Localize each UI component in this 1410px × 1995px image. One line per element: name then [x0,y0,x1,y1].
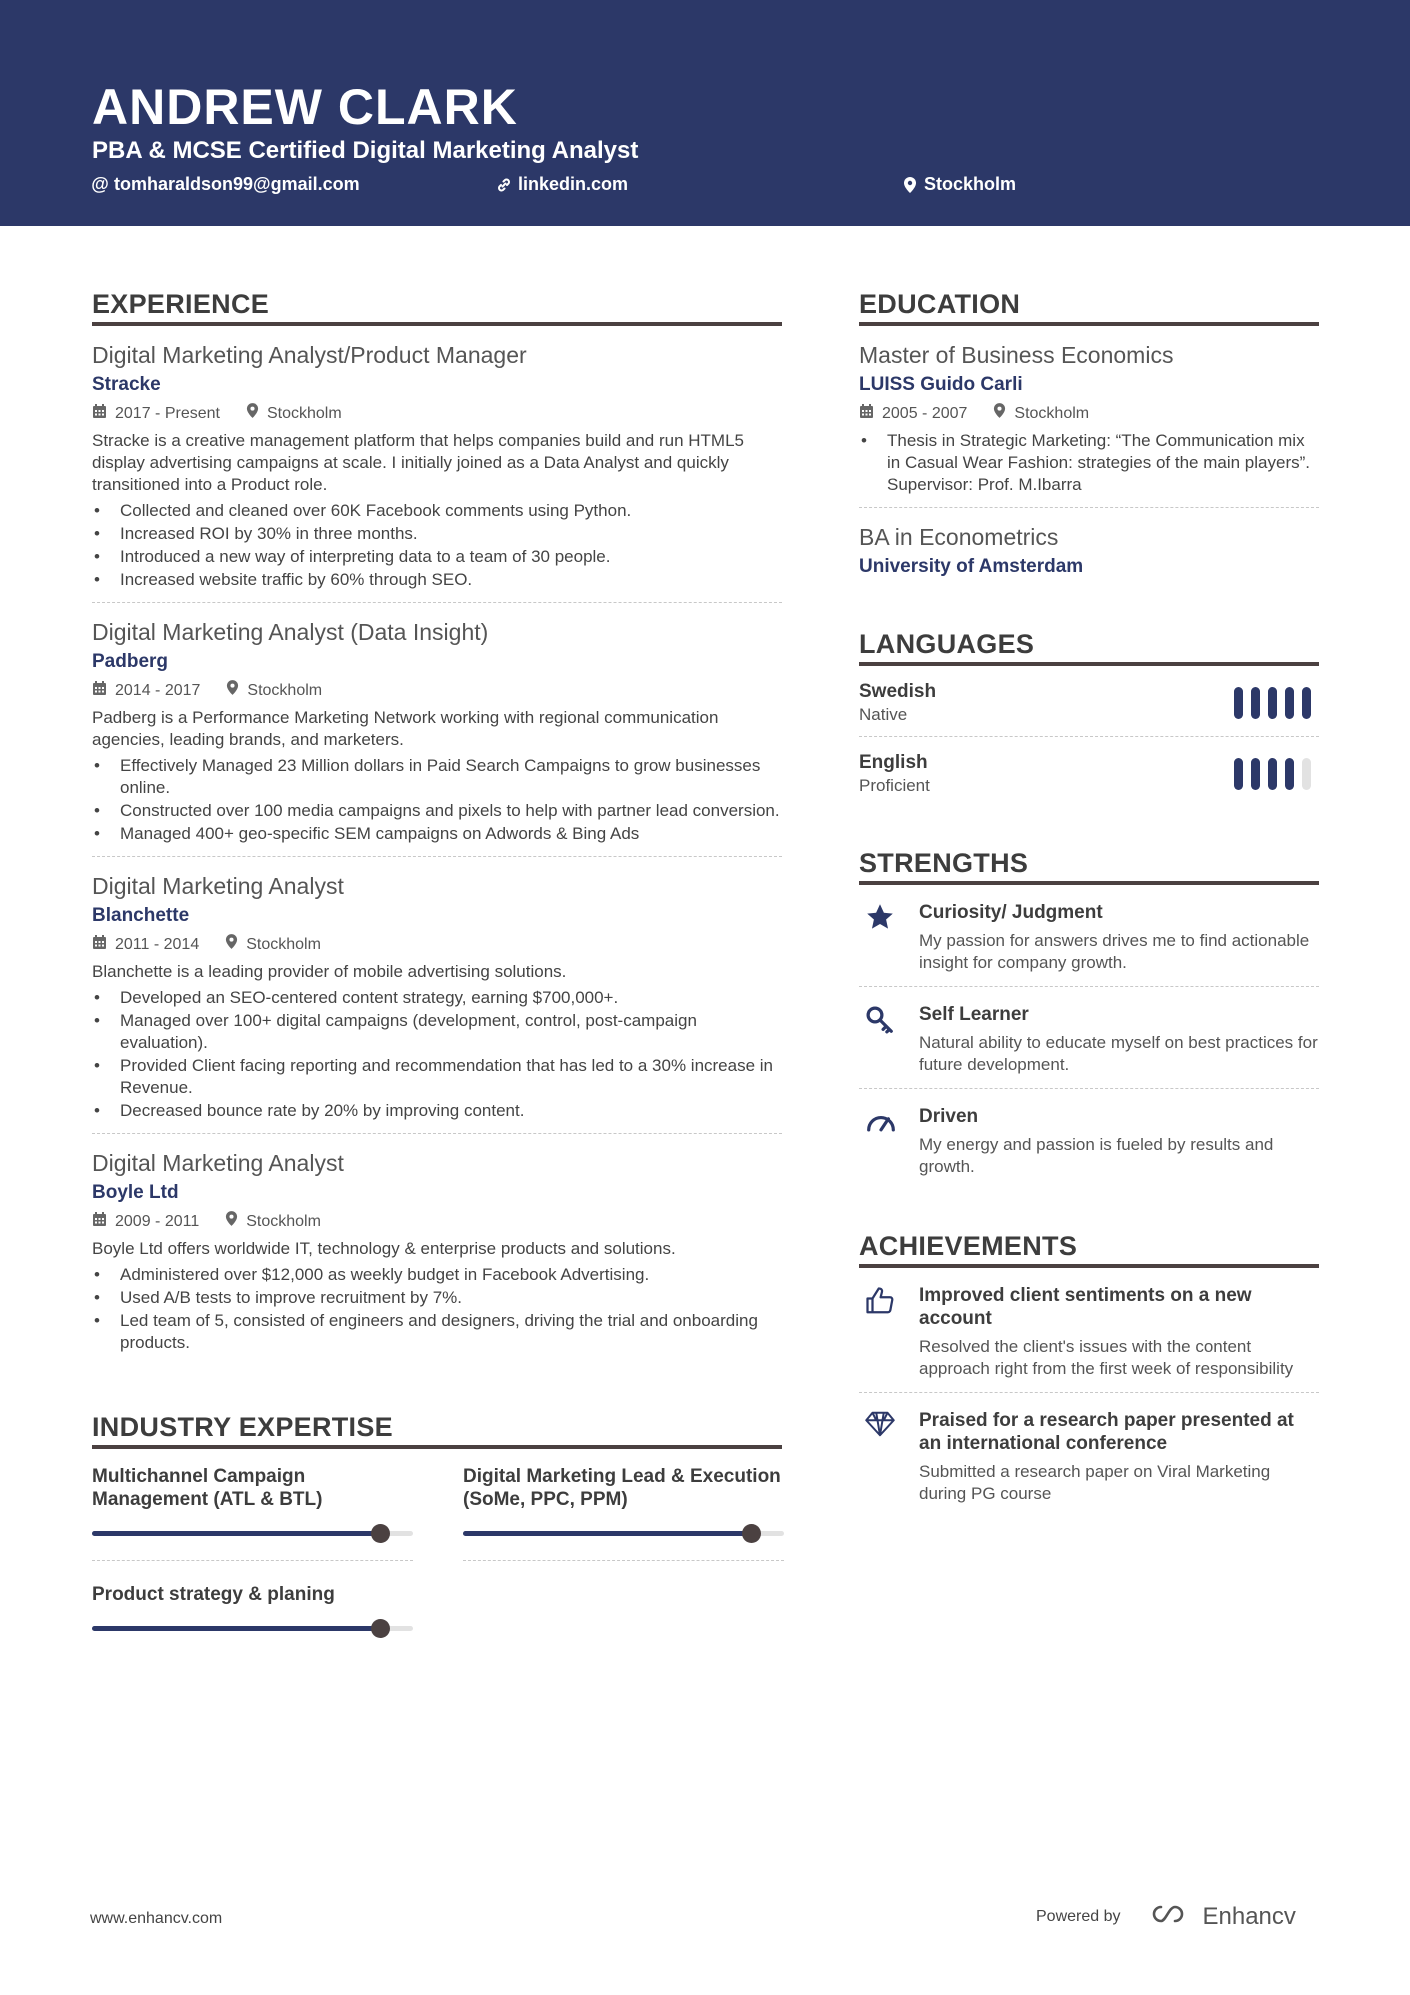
location-text: Stockholm [246,1213,321,1230]
language-level: Native [859,705,908,724]
entry-location [246,402,342,426]
bullet-item: • Increased ROI by 30% in three months. [92,523,782,545]
experience-entry [92,326,782,603]
school-name: University of Amsterdam [859,556,1084,577]
date-text: 2009 - 2011 [115,1213,200,1230]
footer-branding[interactable] [1036,1902,1296,1931]
footer-website[interactable]: www.enhancv.com [90,1910,223,1927]
degree-name: Master of Business Economics [859,342,1174,368]
job-bullets [92,500,782,591]
location-text: Stockholm [246,936,321,953]
location-pin-icon [993,402,1014,426]
education-heading: EDUCATION [859,288,1319,326]
education-entry [859,508,1319,586]
at-icon: @ [91,174,109,194]
expertise-name: Digital Marketing Lead & Execution (SoMe, PPC, PPM) [463,1466,781,1510]
experience-list [92,326,782,1365]
language-row [859,666,1319,737]
location-text: Stockholm [1014,405,1090,422]
job-description: Blanchette is a leading provider of mobile advertising solutions. [92,962,567,981]
strengths-list [859,885,1319,1190]
expertise-name: Product strategy & planing [92,1584,335,1605]
achievements-item [859,1268,1319,1393]
school-name: LUISS Guido Carli [859,374,1023,395]
strengths-description: My energy and passion is fueled by results and growth. [919,1135,1274,1176]
location-pin-icon [225,1210,246,1234]
date-range [859,403,967,426]
bullet-item: • Increased website traffic by 60% through SEO. [92,569,782,591]
date-text: 2014 - 2017 [115,682,201,699]
thumbs-up-icon [859,1284,919,1380]
contact-link[interactable] [496,174,628,195]
date-range [92,1211,199,1234]
achievements-body [919,1409,1319,1505]
strengths-item [859,1089,1319,1190]
bullet-item: • Administered over $12,000 as weekly budget in Facebook Advertising. [92,1264,782,1286]
magnifier-icon [859,1003,919,1076]
date-range [92,403,220,426]
expertise-name: Multichannel Campaign Management (ATL & BTL) [92,1466,323,1510]
bullet-item: • Provided Client facing reporting and recommendation that has led to a 30% increase in Revenue. [92,1055,782,1099]
language-info [859,680,936,726]
entry-location [225,933,321,957]
language-proficiency-dots [1234,758,1311,790]
experience-entry [92,857,782,1134]
date-range [92,680,200,703]
language-row [859,737,1319,807]
language-proficiency-dots [1234,687,1311,719]
entry-meta [92,933,782,957]
achievements-item [859,1393,1319,1517]
entry-meta [92,402,782,426]
company-name: Stracke [92,374,161,395]
strengths-body [919,901,1319,974]
email-text: tomharaldson99@gmail.com [114,174,360,194]
proficiency-dot [1251,687,1260,719]
strengths-item [859,987,1319,1089]
experience-entry [92,1134,782,1365]
contact-location [902,174,1016,195]
calendar-icon [92,403,115,426]
languages-heading: LANGUAGES [859,628,1319,666]
left-column [92,288,782,1701]
company-name: Padberg [92,651,169,672]
candidate-title: PBA & MCSE Certified Digital Marketing Analyst [92,137,639,164]
location-pin-icon [902,176,918,194]
diamond-icon [859,1409,919,1505]
entry-location [226,679,322,703]
right-column [859,288,1319,1517]
language-info [859,751,930,797]
expertise-grid [92,1465,782,1701]
proficiency-dot [1234,758,1243,790]
skill-level-bar [92,1620,413,1636]
powered-by-text: Powered by [1036,1907,1121,1925]
entry-location [993,402,1089,426]
job-bullets [92,987,782,1122]
education-entry [859,326,1319,508]
job-role: Digital Marketing Analyst/Product Manager [92,342,527,368]
skill-level-bar [92,1525,413,1541]
bullet-item: • Managed 400+ geo-specific SEM campaigns on Adwords & Bing Ads [92,823,782,845]
company-name: Blanchette [92,905,190,926]
bullet-item: • Thesis in Strategic Marketing: “The Communication mix in Casual Wear Fashion: strategies of the main players”. Supervisor: Prof. M.Ibarra [859,430,1319,496]
calendar-icon [92,934,115,957]
company-name: Boyle Ltd [92,1182,179,1203]
proficiency-dot [1268,687,1277,719]
education-list [859,326,1319,586]
bullet-item: • Introduced a new way of interpreting data to a team of 30 people. [92,546,782,568]
achievements-list [859,1268,1319,1517]
experience-entry [92,603,782,857]
job-description: Stracke is a creative management platform that helps companies build and run HTML5 display advertising campaigns at scale. I initially joined as a Data Analyst and quickly transitioned into a Product role. [92,431,744,494]
bullet-item: • Decreased bounce rate by 20% by improving content. [92,1100,782,1122]
calendar-icon [859,403,882,426]
job-role: Digital Marketing Analyst [92,1150,344,1176]
experience-heading: EXPERIENCE [92,288,782,326]
job-bullets [92,755,782,845]
bullet-item: • Effectively Managed 23 Million dollars in Paid Search Campaigns to grow businesses online. [92,755,782,799]
achievements-heading: ACHIEVEMENTS [859,1230,1319,1268]
resume-header [0,0,1410,226]
bullet-item: • Constructed over 100 media campaigns and pixels to help with partner lead conversion. [92,800,782,822]
skill-knob [742,1524,761,1543]
location-pin-icon [246,402,267,426]
star-icon [859,901,919,974]
location-text: Stockholm [924,174,1017,194]
achievements-description: Resolved the client's issues with the content approach right from the first week of responsibility [919,1337,1294,1378]
link-icon [496,176,512,194]
entry-location [225,1210,321,1234]
bullet-item: • Collected and cleaned over 60K Facebook comments using Python. [92,500,782,522]
expertise-item [463,1465,784,1561]
link-text: linkedin.com [518,174,629,194]
bullet-item: • Managed over 100+ digital campaigns (development, control, post-campaign evaluation). [92,1010,782,1054]
strengths-description: Natural ability to educate myself on best practices for future development. [919,1033,1318,1074]
job-role: Digital Marketing Analyst (Data Insight) [92,619,489,645]
languages-list [859,666,1319,807]
date-text: 2005 - 2007 [882,405,968,422]
proficiency-dot [1285,758,1294,790]
brand-name: Enhancv [1202,1902,1296,1930]
skill-fill [92,1626,381,1631]
calendar-icon [92,1211,115,1234]
calendar-icon [92,680,115,703]
strengths-title: Self Learner [919,1004,1029,1025]
location-pin-icon [226,679,247,703]
job-description: Boyle Ltd offers worldwide IT, technology & enterprise products and solutions. [92,1239,676,1258]
proficiency-dot [1234,687,1243,719]
language-level: Proficient [859,776,930,795]
entry-meta [92,1210,782,1234]
achievements-body [919,1284,1319,1380]
proficiency-dot [1285,687,1294,719]
strengths-heading: STRENGTHS [859,847,1319,885]
strengths-description: My passion for answers drives me to find actionable insight for company growth. [919,931,1310,972]
gauge-icon [859,1105,919,1178]
job-description: Padberg is a Performance Marketing Network working with regional communication agencies, leading brands, and marketers. [92,708,719,749]
achievements-title: Praised for a research paper presented at an international conference [919,1410,1294,1454]
strengths-title: Driven [919,1106,979,1127]
expertise-heading: INDUSTRY EXPERTISE [92,1411,782,1449]
proficiency-dot [1302,687,1311,719]
achievements-description: Submitted a research paper on Viral Marketing during PG course [919,1462,1271,1503]
skill-knob [371,1619,390,1638]
skill-level-bar [463,1525,784,1541]
bullet-item: • Developed an SEO-centered content strategy, earning $700,000+. [92,987,782,1009]
expertise-item [92,1465,413,1561]
strengths-item [859,885,1319,987]
date-text: 2017 - Present [115,405,220,422]
entry-meta [859,402,1319,426]
skill-fill [463,1531,752,1536]
strengths-body [919,1003,1319,1076]
location-text: Stockholm [247,682,323,699]
proficiency-dot [1268,758,1277,790]
entry-meta [92,679,782,703]
language-name: English [859,752,928,773]
strengths-body [919,1105,1319,1178]
bullet-item: • Used A/B tests to improve recruitment by 7%. [92,1287,782,1309]
skill-fill [92,1531,381,1536]
degree-name: BA in Econometrics [859,524,1059,550]
contact-email[interactable] [92,174,360,195]
proficiency-dot [1251,758,1260,790]
skill-knob [371,1524,390,1543]
date-text: 2011 - 2014 [115,936,200,953]
strengths-title: Curiosity/ Judgment [919,902,1103,923]
education-bullets [859,430,1319,496]
job-bullets [92,1264,782,1354]
proficiency-dot [1302,758,1311,790]
bullet-item: • Led team of 5, consisted of engineers and designers, driving the trial and onboarding products. [92,1310,782,1354]
achievements-title: Improved client sentiments on a new account [919,1285,1252,1329]
language-name: Swedish [859,681,937,702]
job-role: Digital Marketing Analyst [92,873,344,899]
candidate-name: ANDREW CLARK [92,79,518,135]
location-text: Stockholm [266,405,342,422]
location-pin-icon [225,933,246,957]
expertise-item [92,1583,413,1679]
enhancv-logo-icon [1147,1902,1193,1931]
date-range [92,934,199,957]
